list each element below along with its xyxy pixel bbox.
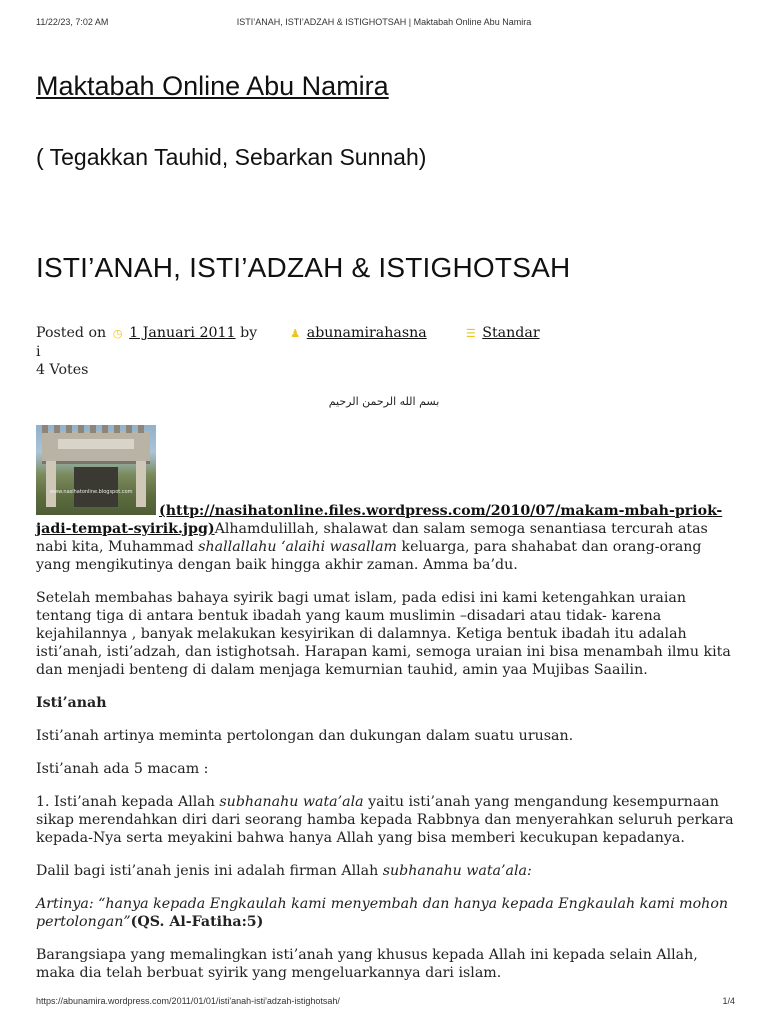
print-url: https://abunamira.wordpress.com/2011/01/01/isti'anah-isti'adzah-istighotsah/: [36, 996, 340, 1006]
paragraph: Isti’anah ada 5 macam :: [36, 761, 209, 777]
paragraph: [36, 793, 736, 847]
person-icon: ♟: [290, 327, 301, 340]
document-lines-icon: ☰: [465, 327, 476, 340]
post-format-link[interactable]: Standar: [482, 325, 540, 341]
paragraph: [36, 862, 736, 880]
paragraph-intro: [36, 502, 736, 574]
author-link[interactable]: abunamirahasna: [306, 325, 427, 341]
print-document-title: ISTI’ANAH, ISTI’ADZAH & ISTIGHOTSAH | Maktabah Online Abu Namira: [236, 17, 532, 27]
image-watermark: www.nasihatonline.blogspot.com: [50, 489, 133, 495]
text: keluarga, para shahabat dan orang-orang yang mengikutinya dengan baik hingga akhir zaman. Amma ba’du.: [36, 539, 702, 573]
paragraph: Isti’anah artinya meminta pertolongan dan dukungan dalam suatu urusan.: [36, 728, 574, 744]
section-heading-istianah: Isti’anah: [36, 695, 107, 711]
text-italic: subhanahu wata’ala:: [382, 863, 532, 879]
print-datetime: 11/22/23, 7:02 AM: [36, 17, 109, 27]
image-link[interactable]: (http://nasihatonline.files.wordpress.com/2010/07/makam-mbah-priok-jadi-tempat-syirik.jpg): [36, 503, 723, 537]
text-italic: shallallahu ‘alaihi wasallam: [198, 539, 398, 555]
post-date-link[interactable]: 1 Januari 2011: [129, 325, 236, 341]
post-format-wrap: i: [36, 344, 41, 360]
quote-translation: [36, 895, 736, 931]
text-italic: Artinya: “hanya kepada Engkaulah kami menyembah dan hanya kepada Engkaulah kami mohon pertolongan”: [36, 896, 728, 930]
text-italic: subhanahu wata’ala: [219, 794, 364, 810]
text: Alhamdulillah, shalawat dan salam semoga senantiasa tercurah atas nabi kita, Muhammad: [36, 521, 708, 555]
post-content: [36, 502, 736, 997]
site-tagline: ( Tegakkan Tauhid, Sebarkan Sunnah): [36, 144, 427, 170]
posted-on-label: Posted on: [36, 325, 107, 341]
text: 1. Isti’anah kepada Allah: [36, 794, 220, 810]
bismillah: بسم الله الرحمن الرحيم: [328, 395, 440, 408]
page-number: 1/4: [722, 996, 735, 1006]
site-title-link[interactable]: Maktabah Online Abu Namira: [36, 71, 389, 101]
votes-count: 4 Votes: [36, 362, 89, 378]
post-meta: [36, 324, 736, 379]
text: Dalil bagi isti’anah jenis ini adalah firman Allah: [36, 863, 383, 879]
paragraph: Barangsiapa yang memalingkan isti’anah yang khusus kepada Allah ini kepada selain Allah, maka dia telah berbuat syirik yang mengeluarkannya dari islam.: [36, 947, 698, 981]
text: yaitu isti’anah yang mengandung kesempurnaan sikap merendahkan diri dari seorang hamba kepada Rabbnya dan menyerahkan seluruh perkara kepada-Nya serta meyakini bahwa hanya Allah yang bisa memberi kecukupan kepadanya.: [36, 794, 734, 846]
paragraph: Setelah membahas bahaya syirik bagi umat islam, pada edisi ini kami ketengahkan uraian tentang tiga di antara bentuk ibadah yang kaum muslimin –disadari atau tidak- karena kejahilannya , banyak melakukan kesyirikan di dalamnya. Ketiga bentuk ibadah itu adalah isti’anah, isti’adzah, dan istighotsah. Harapan kami, semoga uraian ini bisa menambah ilmu kita dan menjadi benteng di dalam menjaga kemurnian tauhid, amin yaa Mujibas Saailin.: [36, 590, 731, 678]
quote-reference: (QS. Al-Fatiha:5): [130, 914, 264, 930]
clock-icon: ◷: [112, 327, 123, 340]
by-label: by: [240, 325, 258, 341]
post-title: ISTI’ANAH, ISTI’ADZAH & ISTIGHOTSAH: [36, 252, 571, 283]
